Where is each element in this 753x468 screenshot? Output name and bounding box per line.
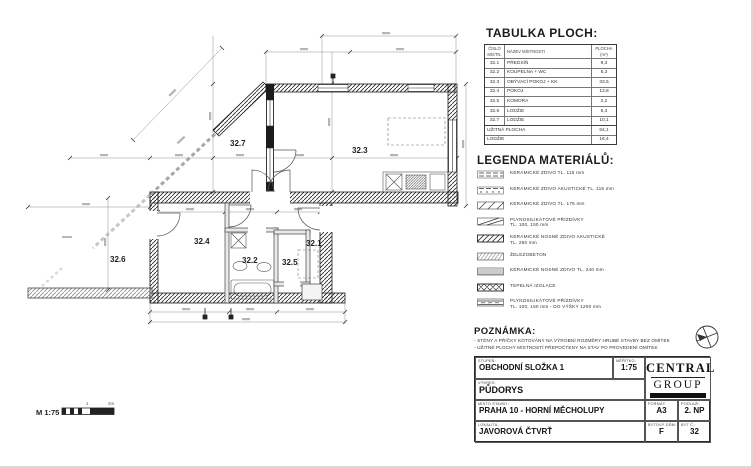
room-label-32-6: 32.6 bbox=[110, 255, 126, 264]
legend-item: KERAMICKÉ ZDIVO TL. 175 mm bbox=[477, 201, 687, 210]
note-line-1: - STĚNY A PŘÍČKY KÓTOVÁNY NA VÝROBNÍ ROZMĚRY HRUBÉ STAVBY BEZ OMÍTEK bbox=[474, 338, 670, 343]
titleblock-stage-cell bbox=[475, 357, 613, 379]
table-row: 32.3 OBÝVACÍ POKOJ + KK 33,5 bbox=[485, 77, 616, 87]
central-group-logo bbox=[645, 357, 716, 400]
scale-tick-2: 2m bbox=[108, 401, 115, 406]
legend-item: KERAMICKÉ ZDIVO TL. 115 mm bbox=[477, 170, 687, 179]
floor-label: PODLAŽÍ: bbox=[681, 402, 700, 406]
north-arrow-icon bbox=[696, 326, 718, 348]
table-row: 32.5 KOMORA 2,2 bbox=[485, 96, 616, 106]
titleblock-floor-cell bbox=[678, 400, 711, 421]
legend-item: KERAMICKÉ ZDIVO AKUSTICKÉ TL. 115 mm bbox=[477, 186, 687, 195]
hatch-swatch-icon bbox=[477, 234, 504, 243]
table-row: 32.4 POKOJ 13,8 bbox=[485, 87, 616, 97]
hatch-swatch-icon bbox=[477, 186, 504, 195]
logo-text-group: GROUP bbox=[653, 379, 703, 391]
door-gap-bath bbox=[248, 227, 266, 232]
titleblock-drawing-cell bbox=[475, 379, 645, 400]
table-summary-row: LODŽIE 16,4 bbox=[485, 135, 616, 145]
locality-label: LOKALITA: bbox=[478, 423, 499, 427]
unit-value: 32 bbox=[690, 427, 699, 436]
hatch-swatch-icon bbox=[477, 170, 504, 179]
room-label-32-1: 32.1 bbox=[306, 239, 322, 248]
dimension-lines bbox=[28, 36, 466, 324]
legend-item: PLYNOSILIKÁTOVÉ PŘÍZDÍVKY TL. 100, 150 mm bbox=[477, 217, 687, 228]
table-row: 32.1 PŘEDSÍŇ 9,3 bbox=[485, 58, 616, 68]
hatch-swatch-icon bbox=[477, 201, 504, 210]
hatch-swatch-icon bbox=[477, 217, 504, 226]
legend-item: KERAMICKÉ NOSNÉ ZDIVO AKUSTICKÉ TL. 250 mm bbox=[477, 234, 687, 245]
titleblock-locality-cell bbox=[475, 421, 645, 443]
col-area-label: PLOCHA bbox=[595, 46, 613, 52]
logo-bar bbox=[650, 393, 706, 398]
scale-label: MĚŘÍTKO: bbox=[616, 359, 636, 363]
site-label: MÍSTO STAVBY: bbox=[478, 402, 509, 406]
room-label-32-5: 32.5 bbox=[282, 258, 298, 267]
title-block bbox=[474, 356, 716, 442]
col-name-label: NÁZEV MÍSTNOSTI bbox=[505, 45, 592, 58]
titleblock-unit-cell bbox=[678, 421, 711, 443]
drawing-value: PŮDORYS bbox=[479, 385, 524, 395]
scale-value: 1:75 bbox=[620, 363, 637, 372]
titleblock-site-cell bbox=[475, 400, 645, 421]
scale-bar bbox=[36, 401, 115, 417]
room-label-32-3: 32.3 bbox=[352, 146, 368, 155]
unit-label: BYT Č.: bbox=[681, 423, 696, 427]
stage-label: STUPEŇ: bbox=[478, 359, 496, 363]
locality-value: JAVOROVÁ ČTVRŤ bbox=[479, 427, 553, 436]
legend-item: ŽELEZOBETON bbox=[477, 252, 687, 261]
legend-item: KERAMICKÉ NOSNÉ ZDIVO TL. 240 mm bbox=[477, 267, 687, 276]
titleblock-scale-cell bbox=[613, 357, 645, 379]
exterior-walls bbox=[150, 82, 458, 303]
material-legend bbox=[477, 170, 687, 316]
building-label: BYTOVÝ DŮM: bbox=[648, 423, 677, 427]
room-label-32-7: 32.7 bbox=[230, 139, 246, 148]
area-table-title: TABULKA PLOCH: bbox=[486, 26, 598, 40]
table-row: 32.6 LODŽIE 6,3 bbox=[485, 106, 616, 116]
legend-item: TEPELNÁ IZOLACE bbox=[477, 283, 687, 292]
table-summary-row: UŽITNÁ PLOCHA 64,1 bbox=[485, 125, 616, 135]
bathroom-fixtures bbox=[231, 233, 274, 299]
titleblock-format-cell bbox=[645, 400, 678, 421]
legend-item: PLYNOSILIKÁTOVÉ PŘÍZDÍVKY TL. 100, 150 mm - DO VÝŠKY 1200 mm bbox=[477, 298, 687, 309]
room-label-32-4: 32.4 bbox=[194, 237, 210, 246]
room-label-32-2: 32.2 bbox=[242, 256, 258, 265]
table-row: 32.7 LODŽIE 10,1 bbox=[485, 116, 616, 126]
area-table bbox=[484, 44, 617, 145]
logo-text-central: CENTRAL bbox=[646, 361, 716, 375]
logo-divider bbox=[651, 377, 705, 378]
table-row: 32.2 KOUPELNA + WC 5,3 bbox=[485, 68, 616, 78]
scale-label: M 1:75 bbox=[36, 408, 60, 417]
note-line-2: - UŽITNÉ PLOCHY MÍSTNOSTÍ PŘEPOČTENY NA STAV PO PROVEDENÍ OMÍTEK bbox=[474, 345, 658, 350]
floor-value: 2. NP bbox=[684, 406, 705, 415]
hatch-swatch-icon bbox=[477, 298, 504, 307]
titleblock-building-cell bbox=[645, 421, 678, 443]
site-value: PRAHA 10 - HORNÍ MĚCHOLUPY bbox=[479, 406, 605, 415]
building-value: F bbox=[659, 427, 664, 436]
hatch-swatch-icon bbox=[477, 283, 504, 292]
stage-value: OBCHODNÍ SLOŽKA 1 bbox=[479, 363, 565, 372]
door-gap-komora bbox=[284, 281, 300, 286]
loggia-walls bbox=[28, 134, 215, 298]
hatch-swatch-icon bbox=[477, 267, 504, 276]
drawing-label: VÝKRES: bbox=[478, 381, 496, 385]
area-table-header: ČÍSLO MÍSTN. NÁZEV MÍSTNOSTI PLOCHA (m²) bbox=[485, 45, 616, 58]
format-value: A3 bbox=[656, 406, 667, 415]
legend-title: LEGENDA MATERIÁLŮ: bbox=[477, 155, 614, 167]
note-title: POZNÁMKA: bbox=[474, 326, 536, 337]
col-number-label: ČÍSLO bbox=[488, 46, 501, 52]
format-label: FORMÁT: bbox=[648, 402, 667, 406]
scale-tick-1: 1 bbox=[86, 401, 89, 406]
hatch-swatch-icon bbox=[477, 252, 504, 261]
interior-partitions bbox=[225, 203, 322, 303]
